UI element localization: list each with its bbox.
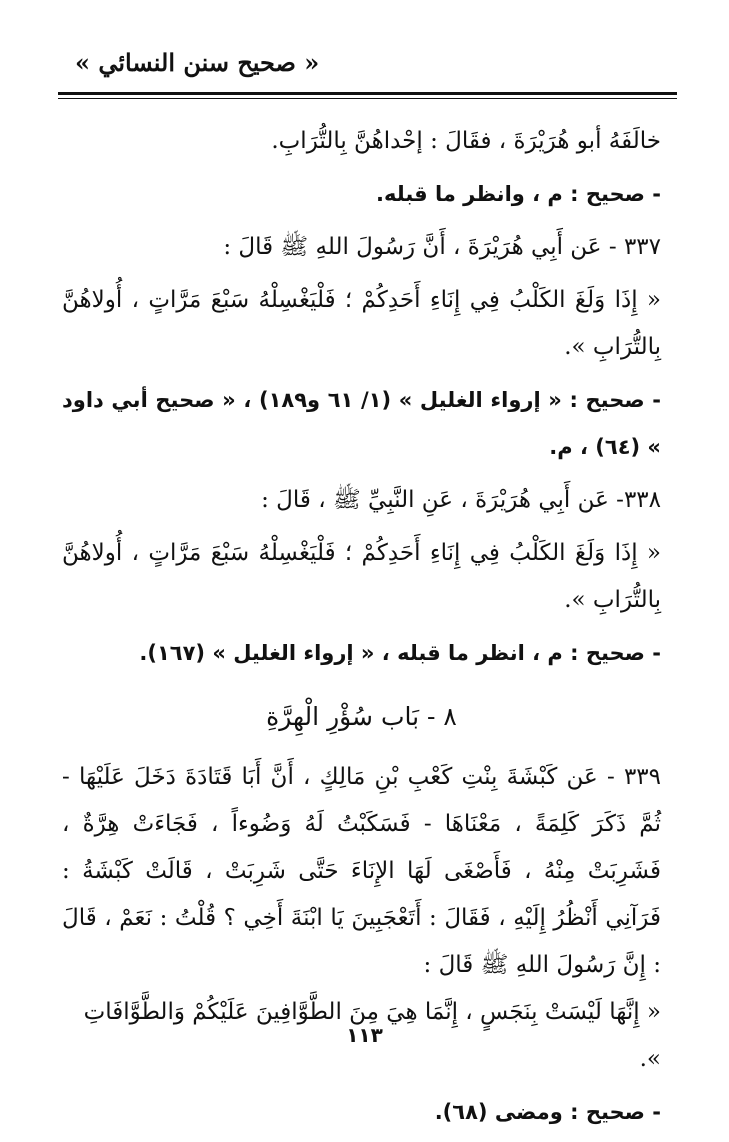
header-rule xyxy=(58,92,677,95)
hadith-337-text: « إِذَا وَلَغَ الكَلْبُ فِي إِنَاءِ أَحَدِكُمْ ؛ فَلْيَغْسِلْهُ سَبْعَ مَرَّاتٍ ، أُولاهُنَّ بِالتُّرَابِ ». xyxy=(62,287,661,360)
hadith-338-intro: ٣٣٨- عَن أَبِي هُرَيْرَةَ ، عَنِ النَّبِيِّ ﷺ ، قَالَ : xyxy=(261,487,661,513)
page-number: ١١٣ xyxy=(346,1023,383,1047)
hadith-338-grading: - صحيح : م ، انظر ما قبله ، « إرواء الغليل » (١٦٧). xyxy=(139,641,661,665)
grading-note: - صحيح : م ، وانظر ما قبله. xyxy=(376,182,661,206)
hadith-339-narration: ٣٣٩ - عَن كَبْشَةَ بِنْتِ كَعْبِ بْنِ مَالِكٍ ، أَنَّ أَبَا قَتَادَةَ دَخَلَ عَلَيْهَا - ثُمَّ ذَكَرَ كَلِمَةً ، مَعْنَاهَا - فَسَكَبْتُ لَهُ وَضُوءاً ، فَجَاءَتْ هِرَّةٌ ، فَشَرِبَتْ مِنْهُ ، فَأَصْغَى لَهَا الإِنَاءَ حَتَّى شَرِبَتْ ، قَالَتْ كَبْشَةُ : فَرَآنِي أَنْظُرُ إِلَيْهِ ، فَقَالَ : أَتَعْجَبِينَ يَا ابْنَةَ أَخِي ؟ قُلْتُ : نَعَمْ ، قَالَ : إِنَّ رَسُولَ اللهِ ﷺ قَالَ : xyxy=(62,764,661,978)
hadith-339-text: « إِنَّهَا لَيْسَتْ بِنَجَسٍ ، إِنَّمَا هِيَ مِنَ الطَّوَّافِينَ عَلَيْكُمْ وَالطَّوَّافَاتِ ». xyxy=(83,999,661,1072)
page-body xyxy=(62,118,661,1142)
hadith-337-grading: - صحيح : « إرواء الغليل » (١/ ٦١ و١٨٩) ، « صحيح أبي داود » (٦٤) ، م. xyxy=(62,388,661,459)
continued-text-line: خالَفَهُ أبو هُرَيْرَةَ ، فقَالَ : إحْداهُنَّ بِالتُّرَابِ. xyxy=(271,128,661,154)
header-rule-thin xyxy=(58,98,677,99)
running-header: « صحيح سنن النسائي » xyxy=(75,48,320,77)
hadith-339-grading: - صحيح : ومضى (٦٨). xyxy=(434,1100,661,1124)
hadith-338-text: « إِذَا وَلَغَ الكَلْبُ فِي إِنَاءِ أَحَدِكُمْ ؛ فَلْيَغْسِلْهُ سَبْعَ مَرَّاتٍ ، أُولاهُنَّ بِالتُّرَابِ ». xyxy=(62,540,661,613)
chapter-heading: ٨ - بَاب سُؤْرِ الْهِرَّةِ xyxy=(266,702,457,731)
hadith-337-intro: ٣٣٧ - عَن أَبِي هُرَيْرَةَ ، أَنَّ رَسُولَ اللهِ ﷺ قَالَ : xyxy=(223,234,661,260)
